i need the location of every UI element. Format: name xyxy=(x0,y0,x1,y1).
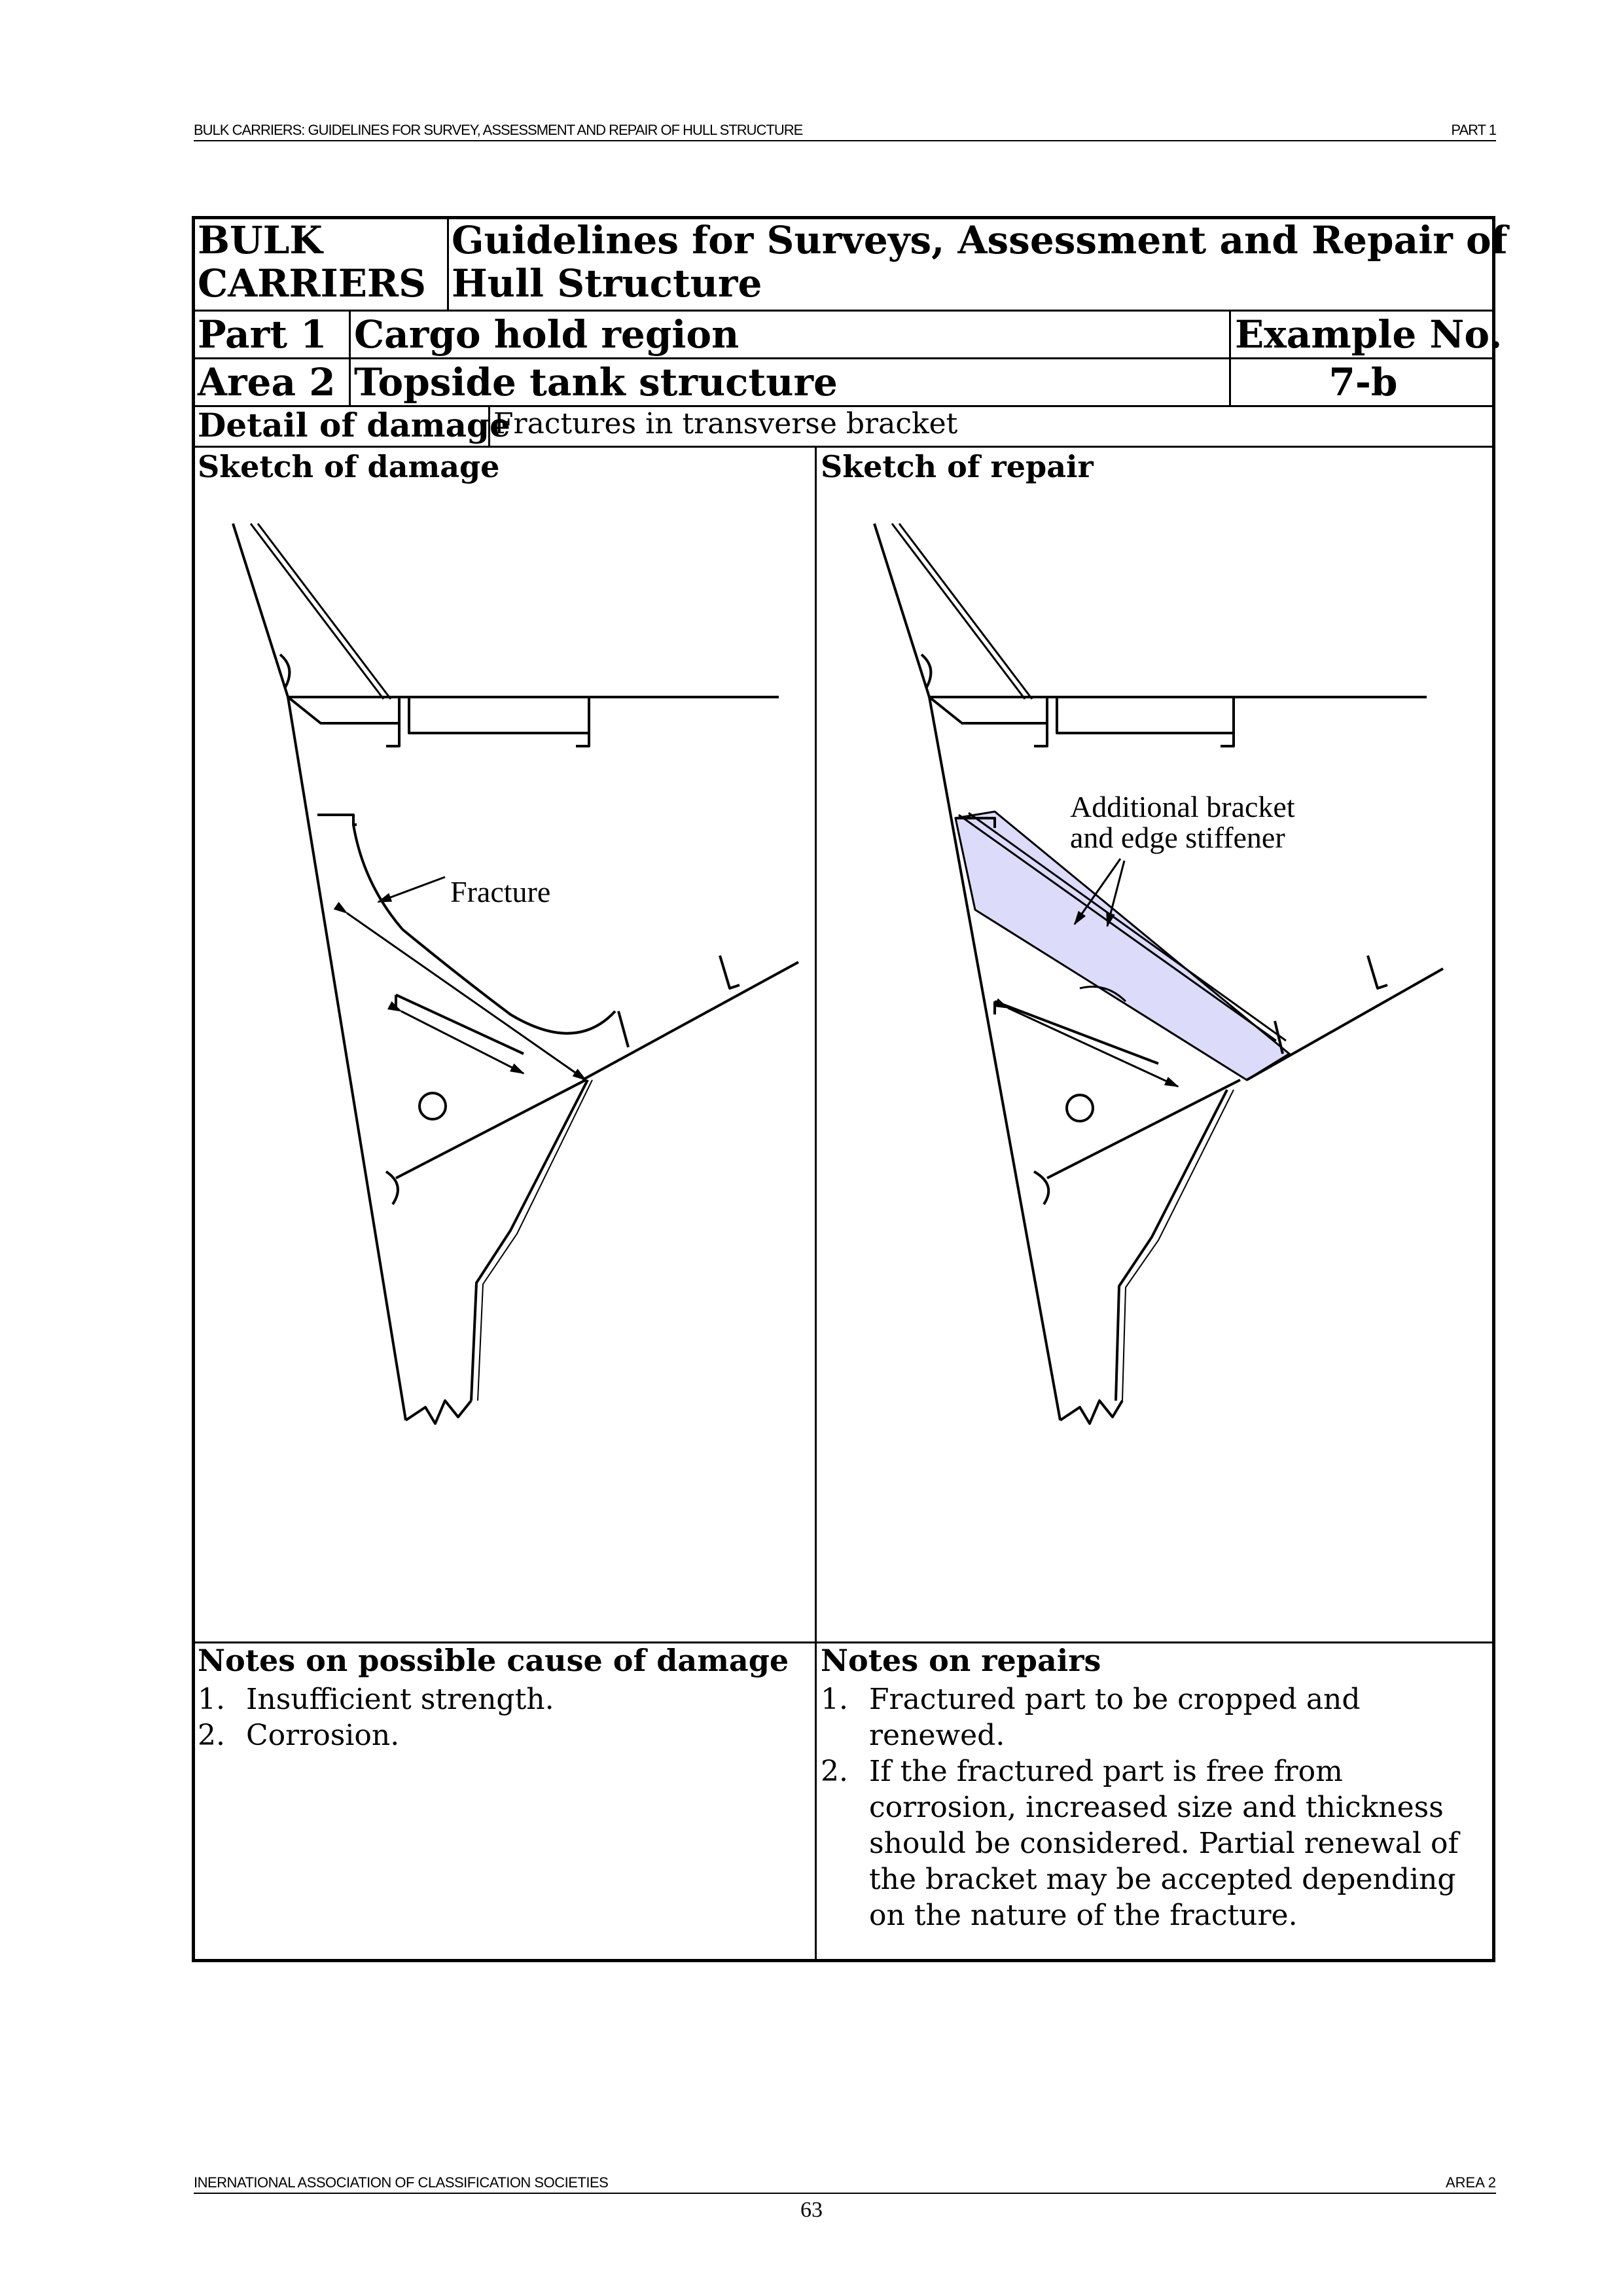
repair-notes-list: 1. Fractured part to be cropped and renewed. 2. If the fractured part is free from corrosion, increased size and thickness should be considered. Partial renewal of the bracket may be accepted depending on the nature of the fracture. xyxy=(821,1683,1459,1932)
sketch-of-repair-heading: Sketch of repair xyxy=(821,449,1094,484)
part-label: Part 1 xyxy=(198,312,327,357)
guideline-title: Guidelines for Surveys, Assessment and Repair of Hull Structure xyxy=(452,218,1508,306)
list-item: 1. Fractured part to be cropped and xyxy=(821,1683,1361,1716)
detail-of-damage-value: Fractures in transverse bracket xyxy=(493,407,958,440)
example-label: Example No. xyxy=(1235,312,1503,357)
running-header-part: PART 1 xyxy=(1451,122,1496,138)
list-item: 2. If the fractured part is free from xyxy=(821,1755,1343,1788)
example-number: 7-b xyxy=(1329,360,1398,404)
list-item: 1. Insufficient strength. xyxy=(198,1683,554,1716)
footer-organization: INERNATIONAL ASSOCIATION OF CLASSIFICATION SOCIETIES xyxy=(194,2174,609,2191)
footer-rule xyxy=(194,2193,1496,2194)
repair-sketch xyxy=(818,497,1492,1505)
page-number: 63 xyxy=(800,2198,823,2222)
divider xyxy=(447,216,449,311)
divider xyxy=(192,310,1495,312)
area-label: Area 2 xyxy=(198,360,336,404)
list-item: 2. Corrosion. xyxy=(198,1719,400,1752)
divider xyxy=(815,446,817,1962)
cause-notes-heading: Notes on possible cause of damage xyxy=(198,1643,789,1678)
sketch-of-damage-heading: Sketch of damage xyxy=(198,449,500,484)
fracture-callout: Fracture xyxy=(450,875,551,908)
running-header-title: BULK CARRIERS: GUIDELINES FOR SURVEY, ASSESSMENT AND REPAIR OF HULL STRUCTURE xyxy=(194,122,803,138)
repair-notes-heading: Notes on repairs xyxy=(821,1643,1101,1678)
header-rule xyxy=(194,140,1496,141)
divider xyxy=(192,446,1495,448)
damage-sketch xyxy=(194,497,812,1505)
repair-callout-line1: Additional bracket xyxy=(1070,790,1295,823)
area-title: Topside tank structure xyxy=(354,360,838,404)
divider xyxy=(192,357,1495,359)
footer-area: AREA 2 xyxy=(1445,2174,1496,2191)
part-title: Cargo hold region xyxy=(354,312,740,357)
cause-notes-list xyxy=(198,1681,554,1753)
ship-type-label: BULK CARRIERS xyxy=(198,218,426,306)
repair-callout-line2: and edge stiffener xyxy=(1070,821,1285,854)
divider xyxy=(349,310,351,406)
detail-of-damage-label: Detail of damage xyxy=(198,406,510,444)
